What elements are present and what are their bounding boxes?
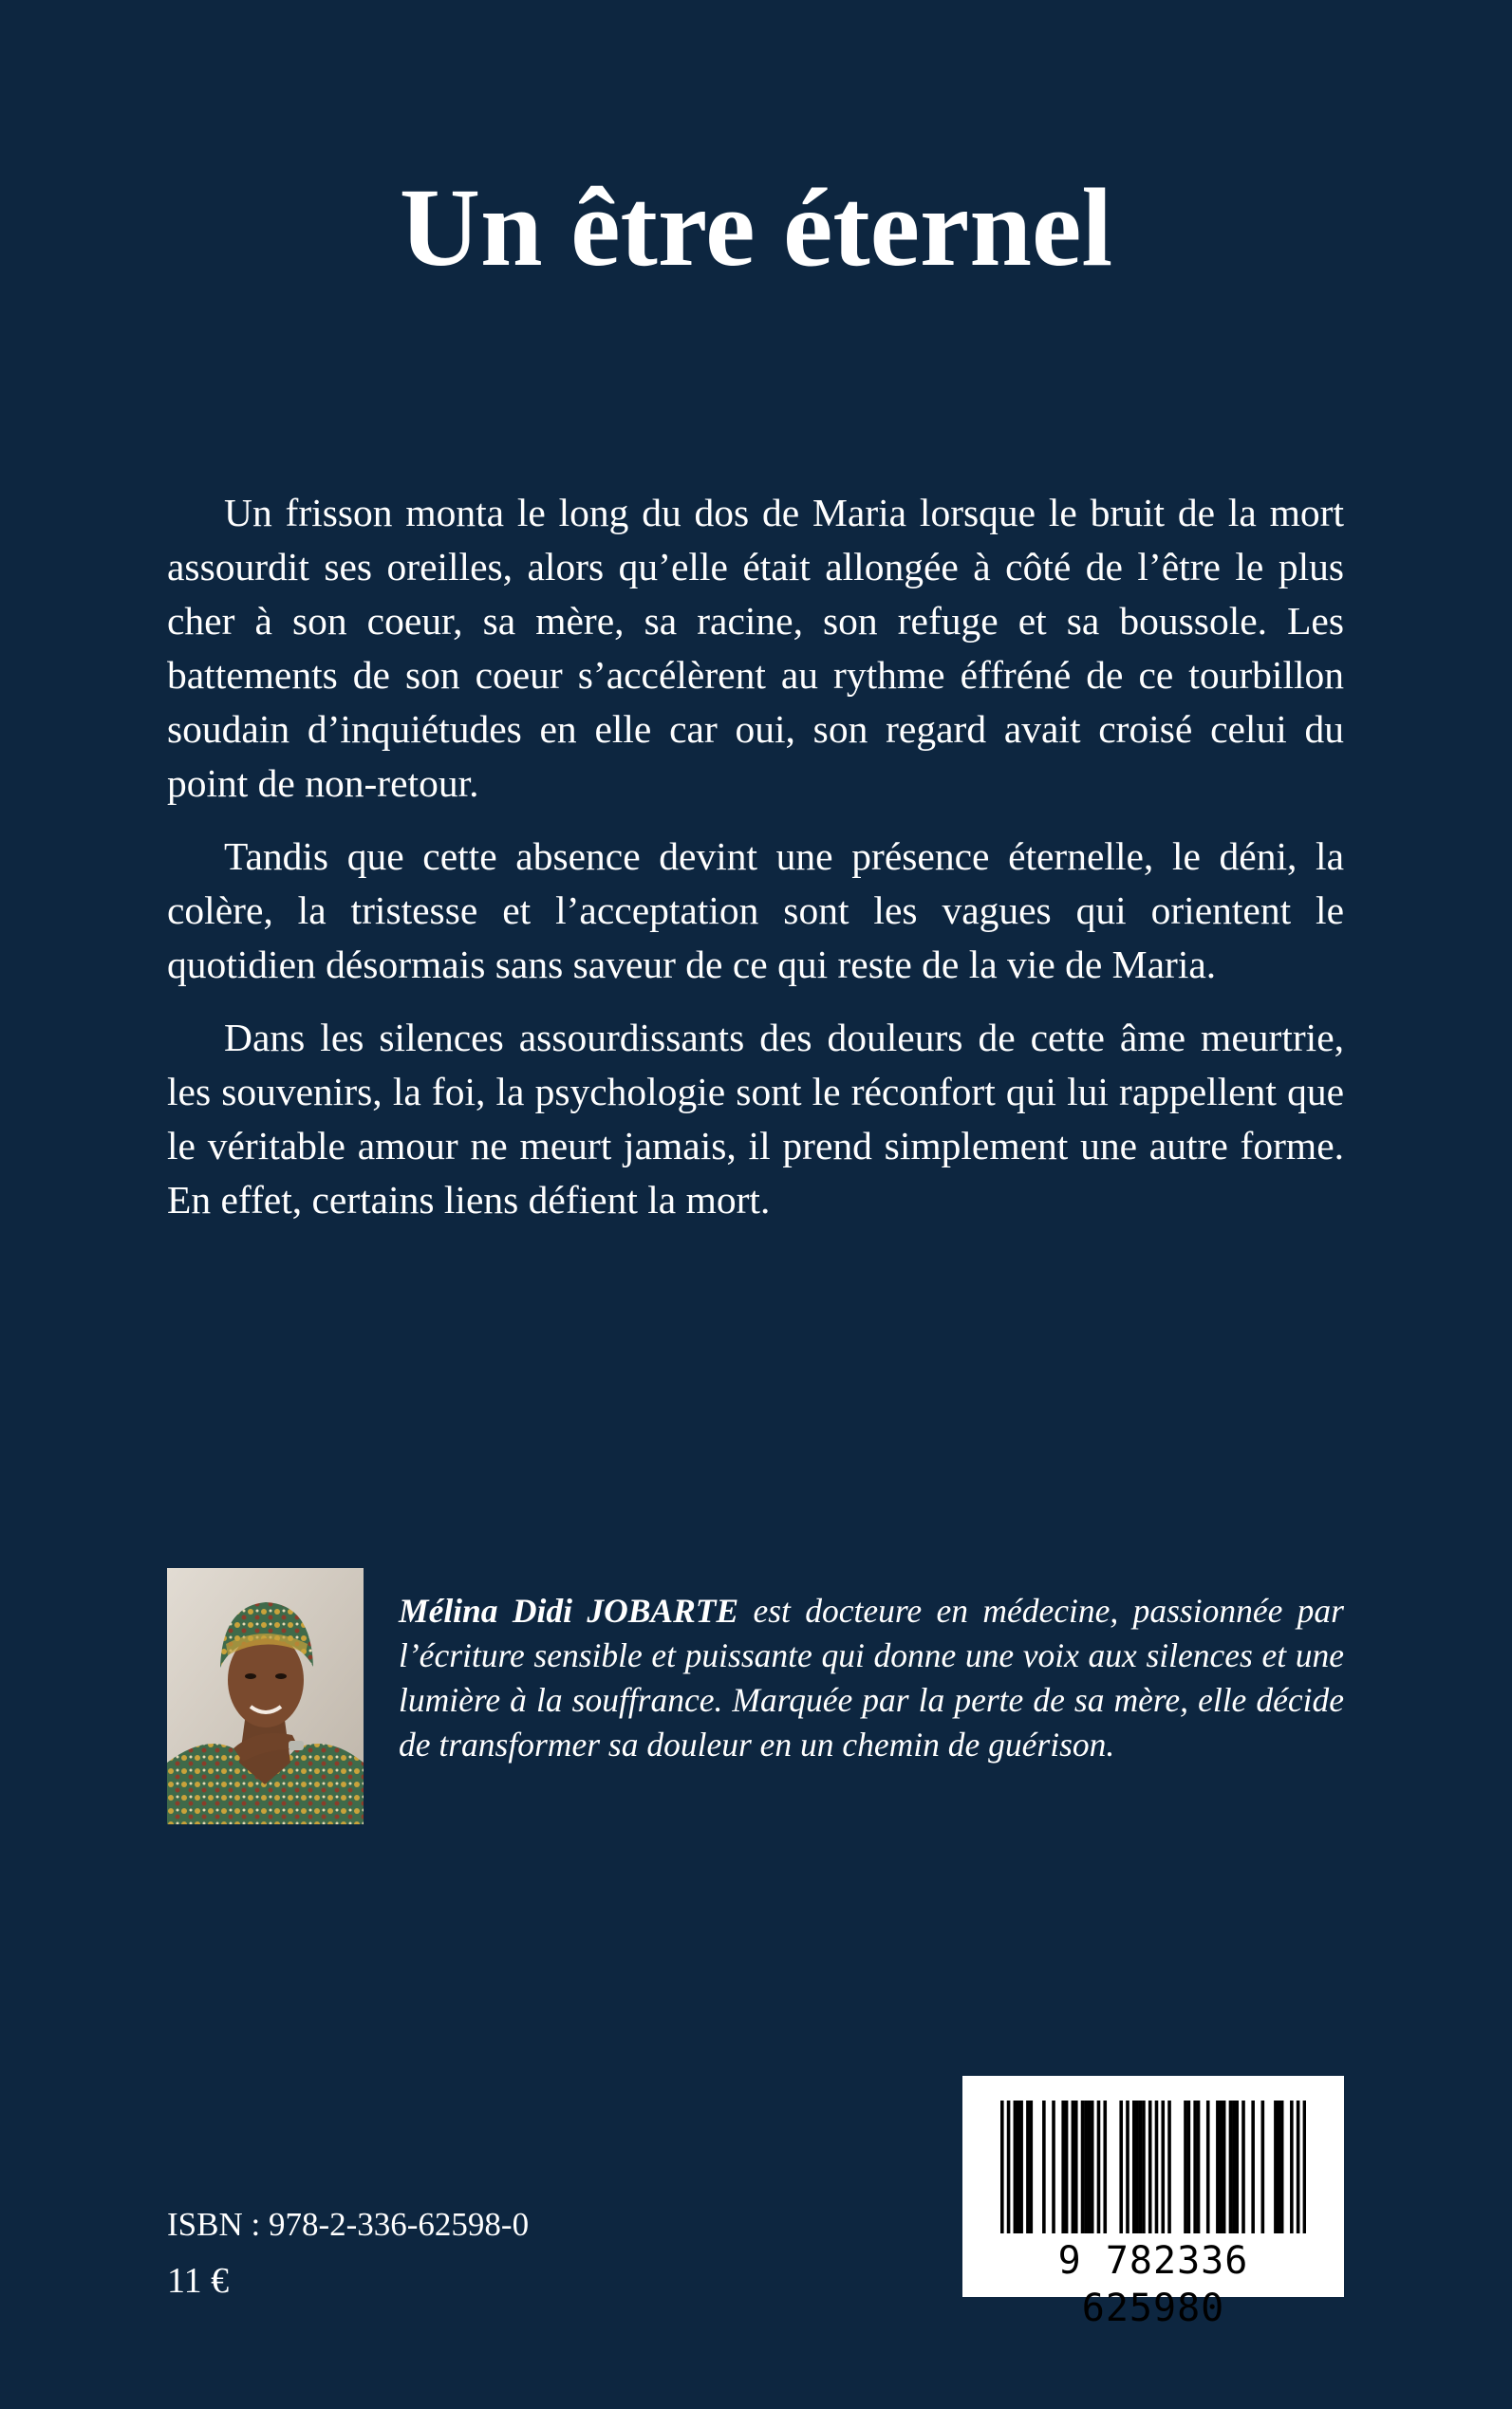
blurb-paragraph: Dans les silences assourdissants des douleurs de cette âme meurtrie, les souvenirs, la foi, la psychologie sont le réconfort qui lui rappellent que le véritable amour ne meurt jamais, il prend simplement une autre forme. En effet, certains liens défient la mort.	[167, 1016, 1344, 1222]
barcode-bar	[1119, 2101, 1123, 2233]
barcode-bar	[1251, 2101, 1255, 2233]
barcode-bar	[1187, 2101, 1191, 2233]
barcode-bar	[1091, 2101, 1094, 2233]
barcode-bar	[1290, 2101, 1294, 2233]
barcode-digits: 9 782336 625980	[1057, 2239, 1249, 2330]
barcode-bar	[1235, 2101, 1239, 2233]
barcode-bar	[1206, 2101, 1210, 2233]
barcode-bar	[1007, 2101, 1011, 2233]
barcode-bar	[1061, 2101, 1065, 2233]
barcode-bar	[1026, 2101, 1030, 2233]
barcode-bar	[1223, 2101, 1226, 2233]
author-bio-text: est docteure en médecine, passionnée par l’écriture sensible et puissante qui donne une voix aux silences et une lumière à la souffrance. Marquée par la perte de sa mère, elle décide de transformer sa douleur en un chemin de guérison.	[399, 1592, 1344, 1764]
barcode-bar	[1193, 2101, 1197, 2233]
barcode-bar	[1081, 2101, 1085, 2233]
barcode-bar	[1184, 2101, 1187, 2233]
author-name: Mélina Didi JOBARTE	[399, 1592, 739, 1630]
barcode-bar	[1232, 2101, 1236, 2233]
barcode	[962, 2076, 1344, 2330]
barcode-bar	[1019, 2101, 1023, 2233]
barcode-bars	[1000, 2101, 1306, 2233]
book-title: Un être éternel	[399, 165, 1113, 289]
barcode-bar	[1000, 2101, 1004, 2233]
author-bio	[399, 1589, 1344, 1767]
barcode-bar	[1142, 2101, 1146, 2233]
barcode-bar	[1135, 2101, 1139, 2233]
barcode-bar	[1297, 2101, 1300, 2233]
barcode-bar	[1065, 2101, 1069, 2233]
barcode-bar	[1277, 2101, 1280, 2233]
barcode-bar	[1261, 2101, 1265, 2233]
price: 11 €	[167, 2261, 230, 2301]
blurb-paragraph: Un frisson monta le long du dos de Maria lorsque le bruit de la mort assourdit ses oreilles, alors qu’elle était allongée à côté de l’être le plus cher à son coeur, sa mère, sa racine, son refuge et sa boussole. Les battements de son coeur s’accélèrent au rythme éffréné de ce tourbillon soudain d’inquiétudes en elle car oui, son regard avait croisé celui du point de non-retour.	[167, 491, 1344, 805]
barcode-bar	[1126, 2101, 1129, 2233]
barcode-bar	[1017, 2101, 1020, 2233]
barcode-bar	[1139, 2101, 1143, 2233]
barcode-bar	[1229, 2101, 1233, 2233]
author-photo	[167, 1568, 364, 1824]
barcode-bar	[1103, 2101, 1107, 2233]
barcode-bar	[1167, 2101, 1171, 2233]
barcode-bar	[1042, 2101, 1046, 2233]
barcode-bar	[1030, 2101, 1034, 2233]
blurb-paragraph: Tandis que cette absence devint une présence éternelle, le déni, la colère, la tristesse et l’acceptation sont les vagues qui orientent le quotidien désormais sans saveur de ce qui reste de la vie de Maria.	[167, 834, 1344, 986]
barcode-bar	[1219, 2101, 1223, 2233]
barcode-bar	[1074, 2101, 1078, 2233]
barcode-bar	[1052, 2101, 1055, 2233]
barcode-bar	[1216, 2101, 1220, 2233]
barcode-bar	[1274, 2101, 1278, 2233]
barcode-bar	[1155, 2101, 1159, 2233]
isbn: ISBN : 978-2-336-62598-0	[167, 2206, 530, 2243]
barcode-bar	[1132, 2101, 1136, 2233]
barcode-bar	[1097, 2101, 1101, 2233]
barcode-bar	[1197, 2101, 1201, 2233]
barcode-bar	[1161, 2101, 1165, 2233]
barcode-bar	[1088, 2101, 1092, 2233]
blurb	[167, 486, 1344, 1246]
barcode-bar	[1084, 2101, 1088, 2233]
barcode-bar	[1303, 2101, 1306, 2233]
barcode-bar	[1280, 2101, 1284, 2233]
barcode-bar	[1014, 2101, 1017, 2233]
barcode-bar	[1072, 2101, 1075, 2233]
barcode-bar	[1148, 2101, 1152, 2233]
barcode-bar	[1241, 2101, 1245, 2233]
